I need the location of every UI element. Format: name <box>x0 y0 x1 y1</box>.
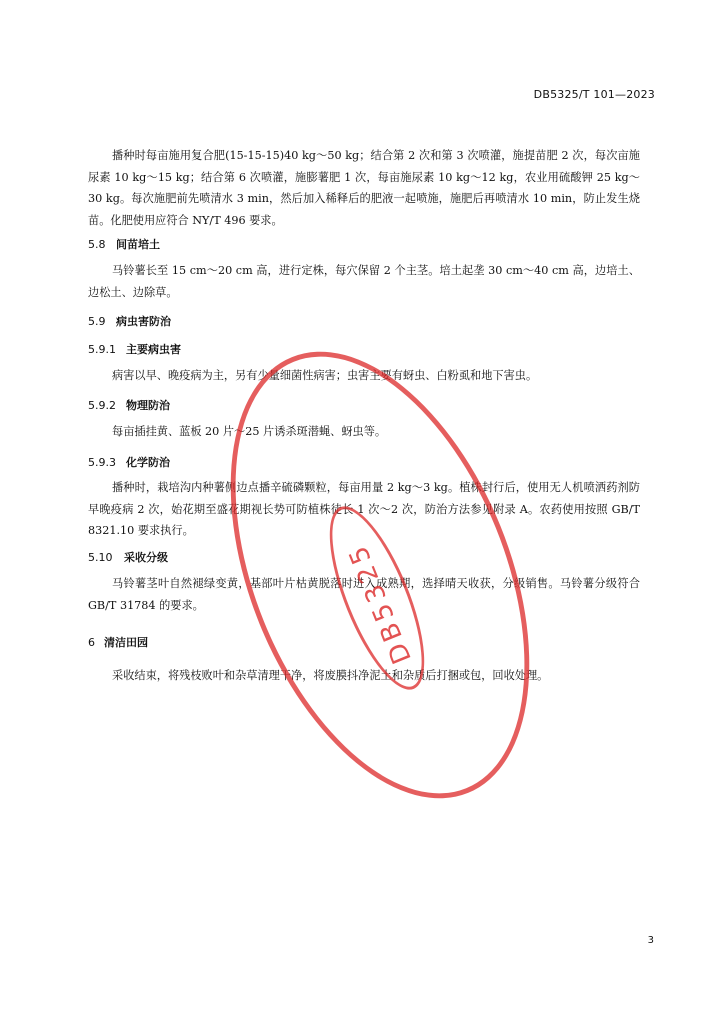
official-seal-code: DB5325 <box>342 538 418 668</box>
section-number: 5.10 <box>88 551 113 564</box>
section-number: 5.9 <box>88 315 106 328</box>
section-6-text: 采收结束，将残枝败叶和杂草清理干净，将废膜抖净泥土和杂质后打捆或包，回收处理。 <box>112 669 549 682</box>
fertilizer-paragraph: 播种时每亩施用复合肥(15-15-15)40 kg～50 kg；结合第 2 次和第 3 次喷灌，施提苗肥 2 次，每次亩施尿素 10 kg～15 kg；结合第 6 次喷灌，施膨薯肥 1 次，每亩施尿素 10 kg～12 kg，农业用硫酸钾 25 kg～30 kg。每次施肥前先喷清水 3 min，然后加入稀释后的肥液一起喷施，施肥后再喷清水 10 min，防止发生烧苗。化肥使用应符合 NY/T 496 要求。 <box>88 149 640 227</box>
document-code: DB5325/T 101—2023 <box>533 88 655 101</box>
section-title: 化学防治 <box>126 456 170 469</box>
section-5-8-text: 马铃薯长至 15 cm～20 cm 高，进行定株，每穴保留 2 个主茎。培土起垄 30 cm～40 cm 高，边培土、边松土、边除草。 <box>88 264 640 299</box>
section-5-8-heading <box>88 236 160 252</box>
section-5-9-3-text: 播种时，栽培沟内种薯侧边点播辛硫磷颗粒，每亩用量 2 kg～3 kg。植株封行后，使用无人机喷洒药剂防早晚疫病 2 次，始花期至盛花期视长势可防植株徒长 1 次～2 次，防治方法参见附录 A。农药使用按照 GB/T 8321.10 要求执行。 <box>88 481 640 537</box>
section-5-9-2-heading <box>88 397 170 413</box>
section-5-9-heading <box>88 313 171 329</box>
section-title: 物理防治 <box>126 399 170 412</box>
section-title: 采收分级 <box>124 551 168 564</box>
section-title: 主要病虫害 <box>126 343 181 356</box>
section-5-9-2-text: 每亩插挂黄、蓝板 20 片～25 片诱杀斑潜蝇、蚜虫等。 <box>112 425 387 438</box>
section-title: 间苗培土 <box>116 238 160 251</box>
section-number: 5.9.3 <box>88 456 116 469</box>
section-5-10-text: 马铃薯茎叶自然褪绿变黄，基部叶片枯黄脱落时进入成熟期，选择晴天收获，分级销售。马铃薯分级符合 GB/T 31784 的要求。 <box>88 577 640 612</box>
section-6-heading <box>88 634 148 650</box>
section-5-9-3-heading <box>88 454 170 470</box>
section-number: 5.8 <box>88 238 106 251</box>
page-number: 3 <box>647 935 654 946</box>
section-5-9-1-heading <box>88 341 181 357</box>
section-title: 清洁田园 <box>104 636 148 649</box>
section-5-10-heading <box>88 549 168 565</box>
section-number: 5.9.1 <box>88 343 116 356</box>
section-number: 6 <box>88 636 95 649</box>
section-number: 5.9.2 <box>88 399 116 412</box>
section-5-9-1-text: 病害以早、晚疫病为主，另有少量细菌性病害；虫害主要有蚜虫、白粉虱和地下害虫。 <box>112 369 538 382</box>
section-title: 病虫害防治 <box>116 315 171 328</box>
